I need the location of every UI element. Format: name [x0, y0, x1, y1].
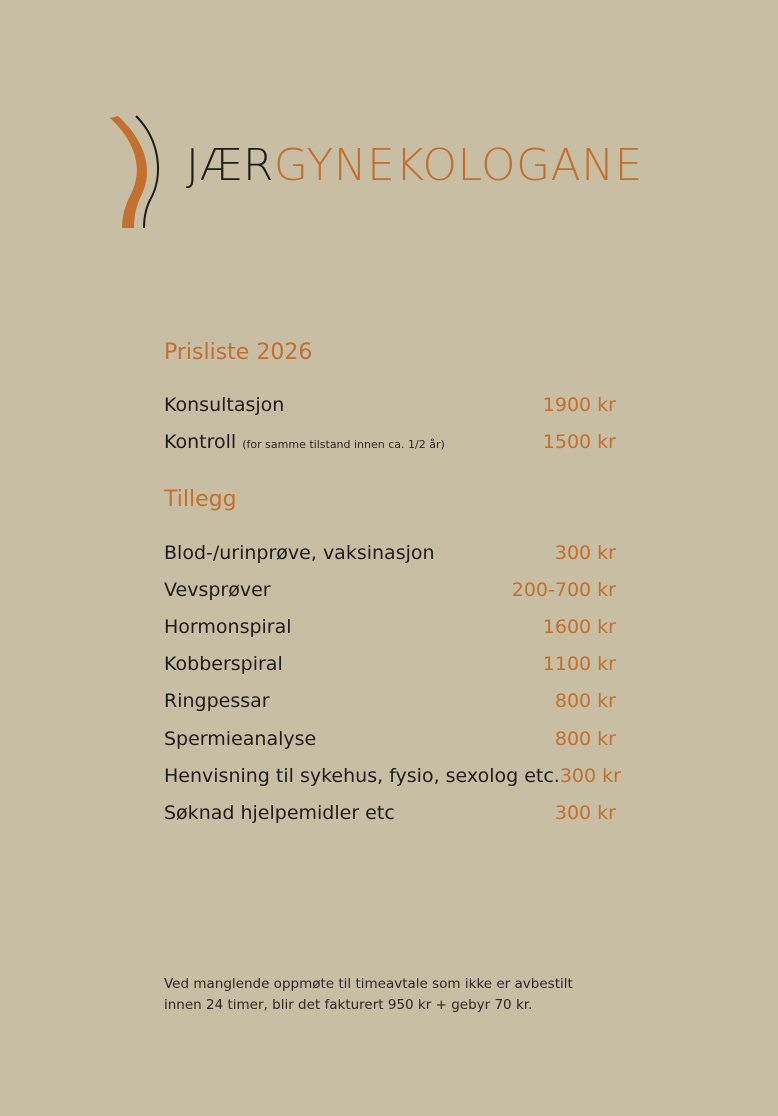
addon-row: [164, 802, 616, 824]
item-name: Konsultasjon: [164, 394, 285, 416]
footer-line: Ved manglende oppmøte til timeavtale som ikke er avbestilt: [164, 976, 573, 992]
brand-name-part1: JÆR: [186, 140, 274, 191]
item-price: 200-700 kr: [511, 579, 616, 601]
item-name: Blod-/urinprøve, vaksinasjon: [164, 542, 435, 564]
item-price: 800 kr: [554, 728, 616, 750]
item-name: Henvisning til sykehus, fysio, sexolog etc.: [164, 765, 560, 787]
item-price: 300 kr: [554, 802, 616, 824]
brand-name-part2: GYNEKOLOGANE: [273, 140, 643, 191]
item-price: 800 kr: [554, 690, 616, 712]
item-name: Ringpessar: [164, 690, 270, 712]
item-name: Søknad hjelpemidler etc: [164, 802, 395, 824]
addon-row: [164, 579, 616, 601]
item-name: Hormonspiral: [164, 616, 292, 638]
item-price: 300 kr: [559, 765, 621, 787]
addons-title: Tillegg: [164, 487, 237, 512]
logo-mark-icon: [104, 112, 164, 232]
footer-note: [164, 974, 634, 1016]
addon-row: [164, 690, 616, 712]
item-name: Kontroll: [164, 431, 237, 453]
price-row: [164, 431, 616, 453]
addon-row: [164, 728, 616, 750]
item-price: 1500 kr: [542, 431, 616, 453]
brand-name: [186, 140, 643, 191]
item-price: 300 kr: [554, 542, 616, 564]
item-name: Vevsprøver: [164, 579, 271, 601]
item-price: 1600 kr: [542, 616, 616, 638]
addon-row: [164, 542, 616, 564]
addon-row: [164, 616, 616, 638]
logo: [104, 112, 704, 232]
item-price: 1100 kr: [542, 653, 616, 675]
item-name: Spermieanalyse: [164, 728, 317, 750]
item-price: 1900 kr: [542, 394, 616, 416]
pricelist-title: Prisliste 2026: [164, 340, 313, 365]
addon-row: [164, 765, 621, 787]
footer-line: innen 24 timer, blir det fakturert 950 kr + gebyr 70 kr.: [164, 997, 533, 1013]
addon-row: [164, 653, 616, 675]
item-note: (for samme tilstand innen ca. 1/2 år): [242, 438, 445, 451]
item-name: Kobberspiral: [164, 653, 283, 675]
price-row: [164, 394, 616, 416]
